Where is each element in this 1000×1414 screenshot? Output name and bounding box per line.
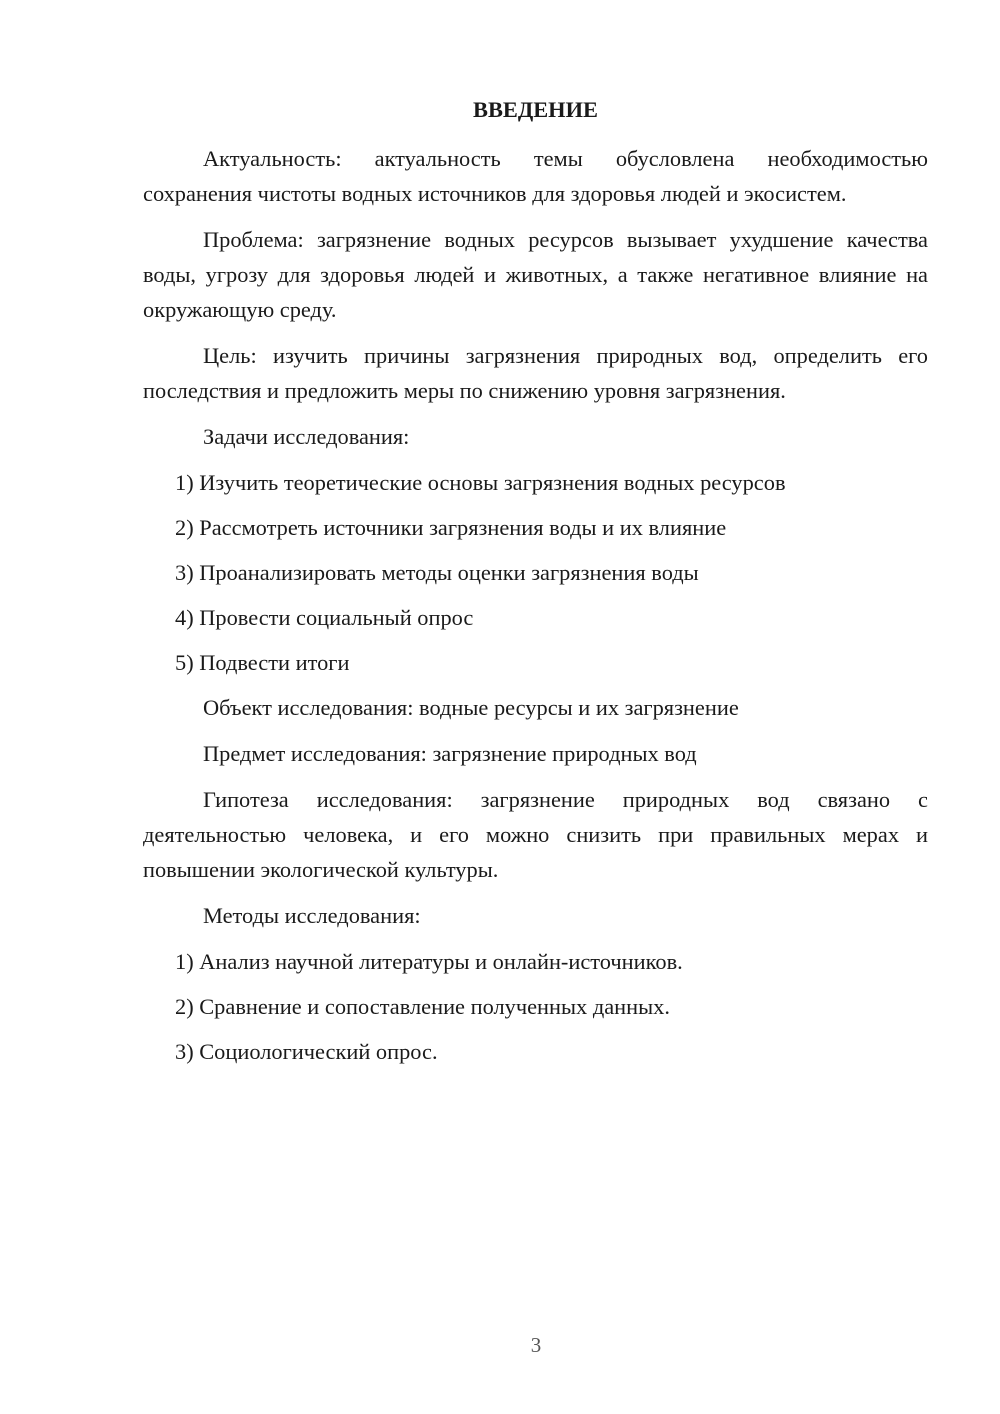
tasks-list <box>143 465 928 680</box>
object-paragraph: Объект исследования: водные ресурсы и их загрязнение <box>203 695 739 720</box>
hypothesis-paragraph: Гипотеза исследования: загрязнение природных вод связано с деятельностью человека, и его можно снизить при правильных мерах и повышении экологической культуры. <box>143 787 928 882</box>
relevance-paragraph: Актуальность: актуальность темы обусловлена необходимостью сохранения чистоты водных источников для здоровья людей и экосистем. <box>143 146 928 206</box>
tasks-heading: Задачи исследования: <box>203 424 410 449</box>
list-item: 2) Рассмотреть источники загрязнения воды и их влияние <box>175 515 727 540</box>
methods-heading: Методы исследования: <box>203 903 421 928</box>
list-item: 5) Подвести итоги <box>175 650 350 675</box>
list-item: 1) Изучить теоретические основы загрязнения водных ресурсов <box>175 470 786 495</box>
methods-list <box>143 944 928 1069</box>
page-title: ВВЕДЕНИЕ <box>473 97 598 122</box>
page-number: 3 <box>530 1333 542 1357</box>
list-item: 4) Провести социальный опрос <box>175 605 474 630</box>
list-item: 1) Анализ научной литературы и онлайн-источников. <box>175 949 683 974</box>
subject-paragraph: Предмет исследования: загрязнение природных вод <box>203 741 697 766</box>
list-item: 3) Социологический опрос. <box>175 1039 438 1064</box>
document-page <box>143 92 928 1079</box>
list-item: 2) Сравнение и сопоставление полученных данных. <box>175 994 670 1019</box>
list-item: 3) Проанализировать методы оценки загрязнения воды <box>175 560 699 585</box>
problem-paragraph: Проблема: загрязнение водных ресурсов вызывает ухудшение качества воды, угрозу для здоровья людей и животных, а также негативное влияние на окружающую среду. <box>143 227 928 322</box>
goal-paragraph: Цель: изучить причины загрязнения природных вод, определить его последствия и предложить меры по снижению уровня загрязнения. <box>143 343 928 403</box>
